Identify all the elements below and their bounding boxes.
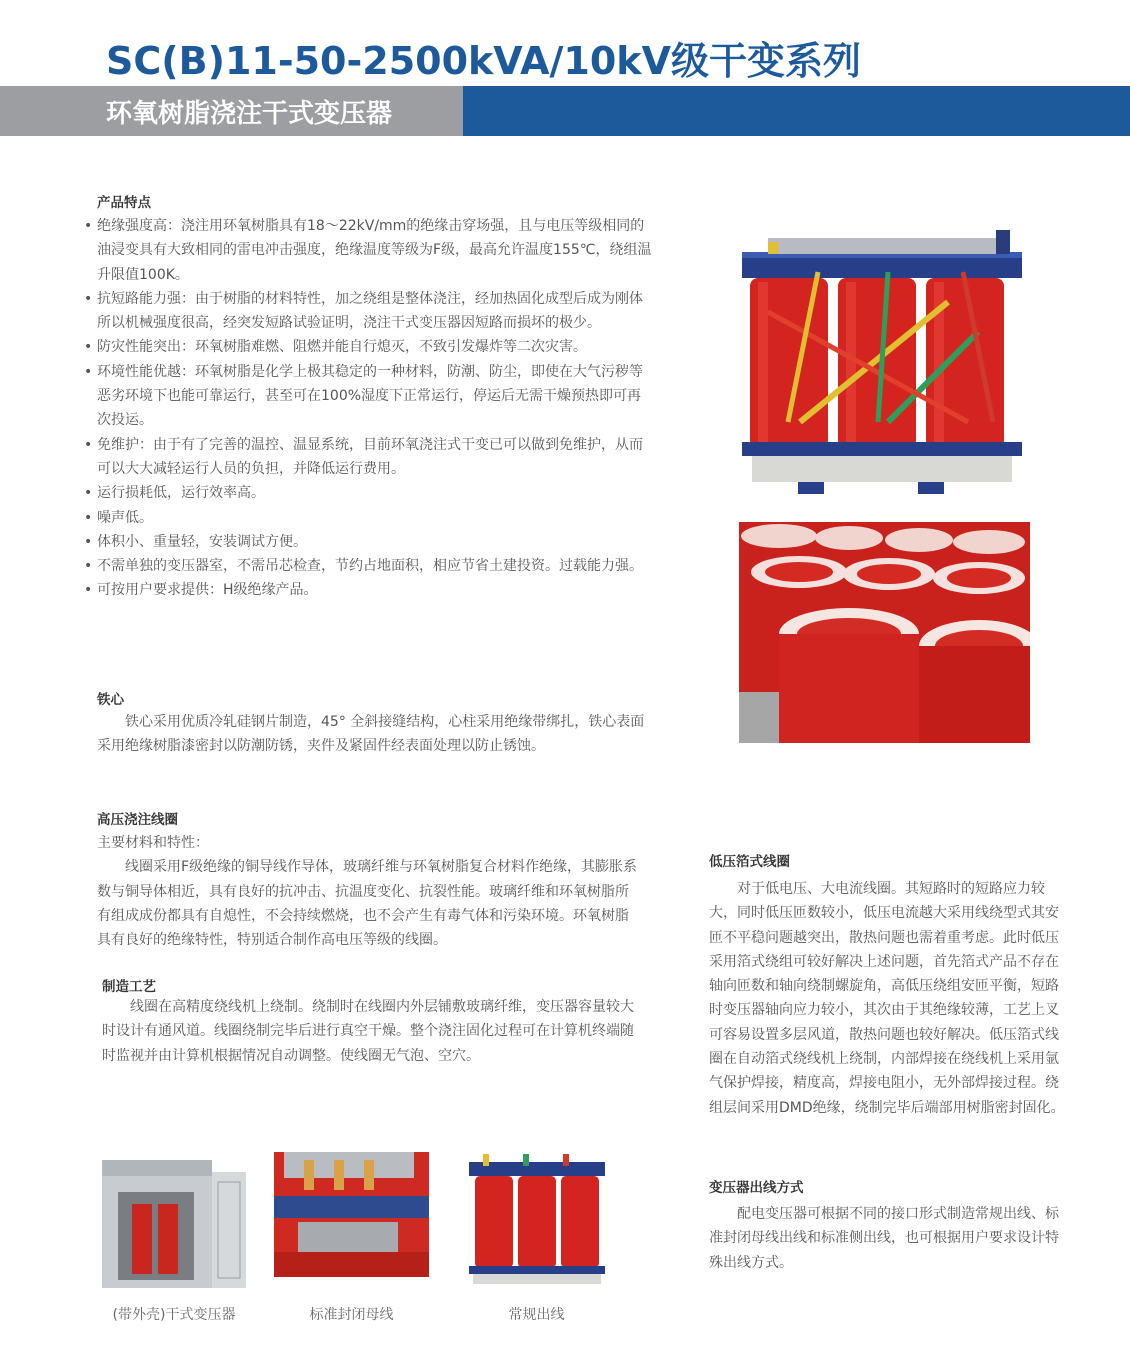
enclosure-image bbox=[98, 1152, 250, 1292]
transformer-image bbox=[738, 222, 1030, 497]
page-subtitle: 环氧树脂浇注干式变压器 bbox=[106, 99, 393, 129]
feature-item: • 不需单独的变压器室，不需吊芯检查，节约占地面积，相应节省土建投资。过载能力强。 bbox=[84, 554, 654, 578]
transformer-photo bbox=[738, 222, 1030, 497]
feature-item: • 抗短路能力强：由于树脂的材料特性，加之绕组是整体浇注，经加热固化成型后成为刚体所以机械强度很高，经突发短路试验证明，浇注干式变压器因短路而损坏的极少。 bbox=[84, 287, 654, 336]
coil-closeup-photo bbox=[739, 522, 1030, 743]
feature-item: • 体积小、重量轻，安装调试方便。 bbox=[84, 530, 654, 554]
header-band-blue bbox=[463, 86, 1130, 136]
caption-busbar: 标准封闭母线 bbox=[309, 1307, 394, 1323]
busbar-photo bbox=[274, 1152, 429, 1277]
lv-coil-text: 对于低电压、大电流线圈。其短路时的短路应力较大，同时低压匝数较小，低压电流越大采用线绕型式其安匝不平稳问题越突出，散热问题也需着重考虑。此时低压采用箔式绕组可较好解决上述问题，首先箔式产品不存在轴向匝数和轴向绕制螺旋角，高低压绕组安匝平衡，短路时变压器轴向应力较小，其次由于其绝缘较薄，工艺上叉可容易设置多层风道，散热问题也较好解决。低压箔式线圈在自动箔式绕线机上绕制，内部焊接在绕线机上采用氩气保护焊接，精度高，焊接电阻小，无外部焊接过程。绕组层间采用DMD绝缘，绕制完毕后端部用树脂密封固化。 bbox=[709, 881, 1065, 1116]
hv-coil-text: 线圈采用F级绝缘的铜导线作导体，玻璃纤维与环氧树脂复合材料作绝缘，其膨胀系数与铜导体相近，具有良好的抗冲击、抗温度变化、抗裂性能。玻璃纤维和环氧树脂所有组成成份都具有自熄性，不会持续燃烧，也不会产生有毒气体和污染环境。环氧树脂具有良好的绝缘特性，特别适合制作高电压等级的线圈。 bbox=[97, 859, 638, 949]
features-list bbox=[84, 214, 654, 603]
enclosure-transformer-photo bbox=[98, 1152, 250, 1292]
process-heading: 制造工艺 bbox=[102, 979, 156, 995]
core-text: 铁心采用优质冷轧硅钢片制造，45° 全斜接缝结构，心柱采用绝缘带绑扎，铁心表面采用绝缘树脂漆密封以防潮防锈，夹件及紧固件经表面处理以防止锈蚀。 bbox=[97, 714, 645, 755]
caption-enclosure: (带外壳)干式变压器 bbox=[112, 1307, 236, 1323]
page-title: SC(B)11-50-2500kVA/10kV级干变系列 bbox=[106, 39, 861, 83]
feature-item: • 防灾性能突出：环氧树脂难燃、阻燃并能自行熄灭，不致引发爆炸等二次灾害。 bbox=[84, 335, 654, 359]
core-heading: 铁心 bbox=[97, 692, 124, 708]
regular-outlet-photo bbox=[463, 1150, 610, 1290]
coil-closeup-image bbox=[739, 522, 1030, 743]
outlet-heading: 变压器出线方式 bbox=[709, 1180, 804, 1196]
hv-coil-subheading: 主要材料和特性： bbox=[97, 835, 209, 851]
caption-regular: 常规出线 bbox=[508, 1307, 565, 1323]
hv-coil-heading: 高压浇注线圈 bbox=[97, 812, 178, 828]
feature-item: • 运行损耗低，运行效率高。 bbox=[84, 481, 654, 505]
process-text: 线圈在高精度绕线机上绕制。绕制时在线圈内外层铺敷玻璃纤维，变压器容量较大时设计有通风道。线圈绕制完毕后进行真空干燥。整个浇注固化过程可在计算机终端随时监视并由计算机根据情况自动调整。使线圈无气泡、空穴。 bbox=[102, 999, 634, 1064]
feature-item: • 环境性能优越：环氧树脂是化学上极其稳定的一种材料，防潮、防尘，即使在大气污秽等恶劣环境下也能可靠运行，甚至可在100%湿度下正常运行，停运后无需干燥预热即可再次投运。 bbox=[84, 360, 654, 433]
feature-item: • 噪声低。 bbox=[84, 506, 654, 530]
core-section bbox=[97, 710, 645, 759]
feature-item: • 免维护：由于有了完善的温控、温显系统，目前环氧浇注式干变已可以做到免维护，从而可以大大减轻运行人员的负担，并降低运行费用。 bbox=[84, 433, 654, 482]
busbar-image bbox=[274, 1152, 429, 1277]
regular-outlet-image bbox=[463, 1150, 610, 1290]
hv-coil-section bbox=[97, 831, 641, 952]
process-section bbox=[102, 995, 642, 1068]
feature-item: • 绝缘强度高：浇注用环氧树脂具有18～22kV/mm的绝缘击穿场强，且与电压等级相同的油浸变具有大致相同的雷电冲击强度，绝缘温度等级为F级，最高允许温度155℃，绕组温升限值100K。 bbox=[84, 214, 654, 287]
lv-coil-section bbox=[709, 877, 1071, 1120]
feature-item: • 可按用户要求提供：H级绝缘产品。 bbox=[84, 578, 654, 602]
outlet-text: 配电变压器可根据不同的接口形式制造常规出线、标准封闭母线出线和标准侧出线，也可根据用户要求设计特殊出线方式。 bbox=[709, 1206, 1059, 1271]
features-heading: 产品特点 bbox=[97, 195, 151, 211]
lv-coil-heading: 低压箔式线圈 bbox=[709, 854, 790, 870]
outlet-section bbox=[709, 1202, 1071, 1275]
